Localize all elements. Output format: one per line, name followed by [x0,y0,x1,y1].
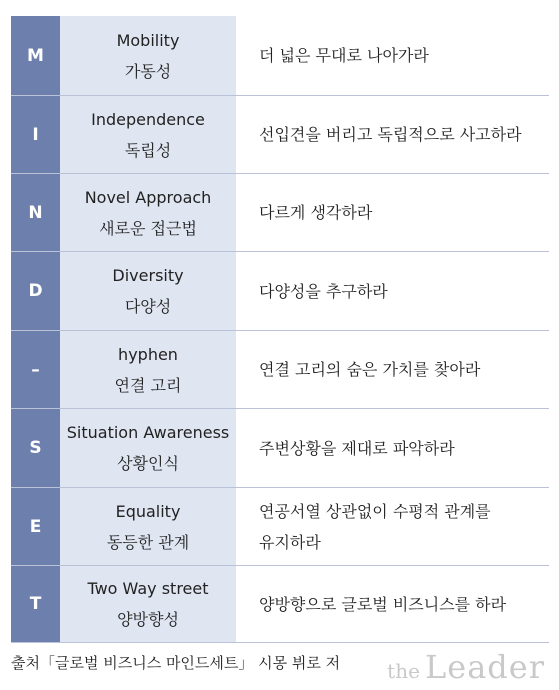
description-text: 다양성을 추구하라 [259,281,388,301]
row-description [247,16,549,95]
the-leader-logo [387,648,545,686]
row-description [247,174,549,251]
row-letter: S [11,409,60,487]
column-gap [236,331,247,408]
row-keyword [60,409,236,487]
keyword-korean: 상황인식 [117,454,179,473]
description-text: 선입견을 버리고 독립적으로 사고하라 [259,125,522,144]
description-text: 더 넓은 무대로 나아가라 [259,46,429,65]
row-keyword [60,488,236,565]
keyword-english: Diversity [112,266,184,285]
keyword-korean: 다양성 [124,297,172,316]
row-description [247,409,549,487]
description-text: 양방향으로 글로벌 비즈니스를 하라 [259,594,507,614]
row-letter: I [11,96,60,173]
description-text: 다르게 생각하라 [259,203,373,222]
table-row [11,174,549,252]
row-letter: – [11,331,60,408]
table-row [11,331,549,409]
table-row [11,16,549,96]
mindset-table [11,16,549,643]
column-gap [236,174,247,251]
row-description [247,252,549,330]
keyword-english: Independence [91,109,205,129]
row-description [247,566,549,642]
row-letter: N [11,174,60,251]
row-letter: T [11,566,60,642]
keyword-english: Two Way street [87,579,209,598]
row-keyword [60,16,236,95]
keyword-english: hyphen [118,344,178,364]
keyword-english: Novel Approach [84,187,212,207]
row-letter: D [11,252,60,330]
column-gap [236,252,247,330]
table-row [11,488,549,566]
column-gap [236,566,247,642]
row-keyword [60,252,236,330]
row-keyword [60,96,236,173]
row-keyword [60,331,236,408]
keyword-korean: 동등한 관계 [106,532,190,552]
column-gap [236,16,247,95]
table-row [11,96,549,174]
logo-name: Leader [425,648,545,686]
row-letter: E [11,488,60,565]
description-text: 주변상황을 제대로 파악하라 [259,438,455,458]
keyword-english: Situation Awareness [66,423,230,442]
row-description [247,331,549,408]
keyword-korean: 독립성 [124,140,172,160]
table-row [11,252,549,331]
row-description [247,96,549,173]
keyword-korean: 양방향성 [117,610,179,629]
keyword-korean: 새로운 접근법 [99,218,197,238]
description-text: 연공서열 상관없이 수평적 관계를 유지하라 [259,501,491,552]
column-gap [236,488,247,565]
keyword-english: Equality [115,501,181,521]
row-keyword [60,174,236,251]
keyword-english: Mobility [116,30,180,50]
row-keyword [60,566,236,642]
row-description [247,488,549,565]
source-caption: 출처「글로벌 비즈니스 마인드세트」 시몽 뷔로 저 [11,654,341,672]
row-letter: M [11,16,60,95]
description-text: 연결 고리의 숨은 가치를 찾아라 [259,360,481,379]
column-gap [236,96,247,173]
keyword-korean: 가동성 [124,61,172,81]
keyword-korean: 연결 고리 [114,375,182,395]
logo-prefix: the [387,659,420,683]
table-row [11,409,549,488]
table-row [11,566,549,643]
column-gap [236,409,247,487]
